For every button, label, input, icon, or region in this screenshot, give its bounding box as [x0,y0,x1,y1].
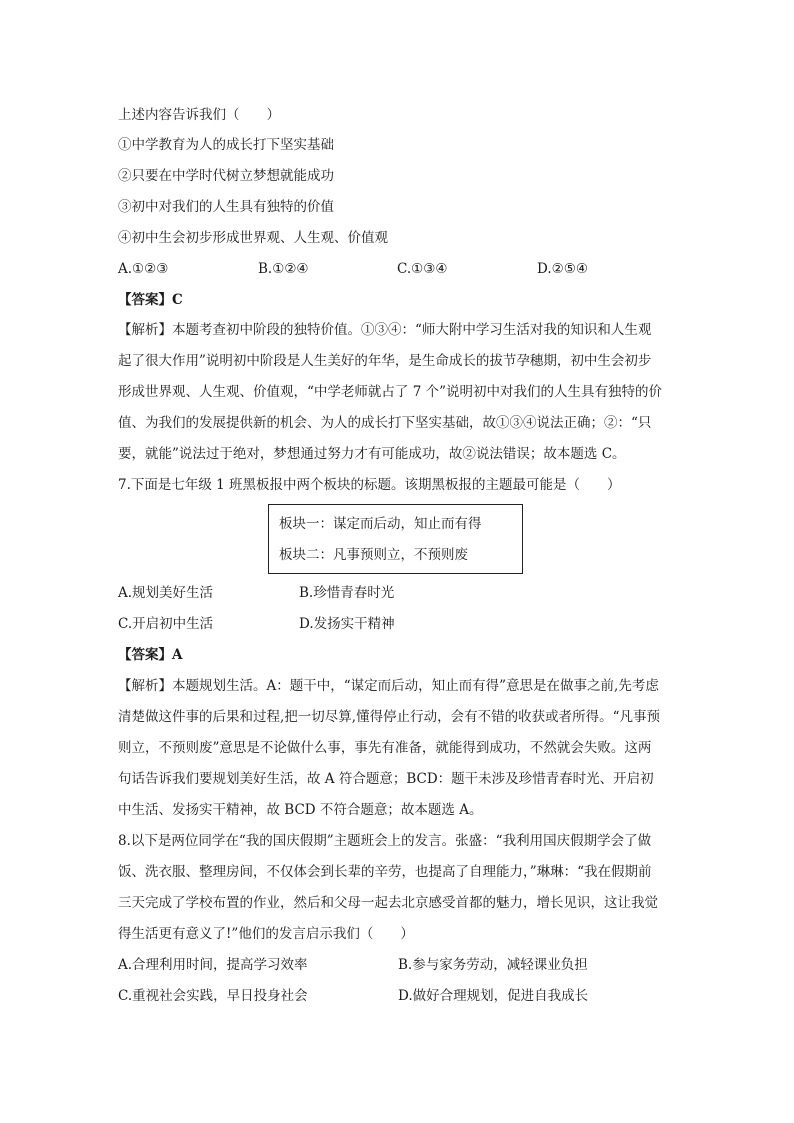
q7-option-c: C.开启初中生活 [118,616,214,632]
q7-stem: 7.下面是七年级 1 班黑板报中两个板块的标题。该期黑板报的主题最可能是（ ） [118,477,621,493]
q7-analysis-line-5: 中生活、发扬实干精神，故 BCD 不符合题意；故本题选 A。 [118,802,483,818]
q7-option-b: B.珍惜青春时光 [299,585,395,601]
q7-option-a: A.规划美好生活 [118,585,214,601]
q6-analysis-line-5: 要，就能”说法过于绝对，梦想通过努力才有可能成功，故②说法错误；故本题选 C。 [118,446,626,462]
q6-item-4: ④初中生会初步形成世界观、人生观、价值观 [118,230,388,246]
q8-stem-line-4: 得生活更有意义了!”他们的发言启示我们（ ） [118,926,414,942]
q7-analysis-line-1: 【解析】本题规划生活。A：题干中，“谋定而后动，知止而有得”意思是在做事之前,先考虑 [118,678,659,694]
q6-item-1: ①中学教育为人的成长打下坚实基础 [118,137,334,153]
q6-analysis-line-4: 值、为我们的发展提供新的机会、为人的成长打下坚实基础，故①③④说法正确；②：“只 [118,415,652,431]
q6-analysis-line-2: 起了很大作用”说明初中阶段是人生美好的年华，是生命成长的拔节孕穗期，初中生会初步 [118,353,652,369]
q6-item-2: ②只要在中学时代树立梦想就能成功 [118,168,334,184]
q8-stem-line-1: 8.以下是两位同学在“我的国庆假期”主题班会上的发言。张盛：“我利用国庆假期学会了做 [118,833,652,849]
q7-answer: 【答案】A [118,647,183,663]
q6-stem: 上述内容告诉我们（ ） [118,107,280,123]
q7-box-line-2: 板块二：凡事预则立，不预则废 [279,547,468,563]
q8-option-c: C.重视社会实践，早日投身社会 [118,988,308,1004]
q6-option-a: A.①②③ [118,261,169,277]
q6-option-d: D.②⑤④ [537,261,588,277]
q7-title-box [268,504,523,574]
q6-item-3: ③初中对我们的人生具有独特的价值 [118,199,334,215]
q8-stem-line-3: 三天完成了学校布置的作业，然后和父母一起去北京感受首都的魅力，增长见识，这让我觉 [118,895,658,911]
q8-option-b: B.参与家务劳动，减轻课业负担 [398,957,588,973]
q7-analysis-line-4: 句话告诉我们要规划美好生活，故 A 符合题意；BCD：题干未涉及珍惜青春时光、开启初 [118,771,654,787]
q7-option-d: D.发扬实干精神 [299,616,395,632]
q6-analysis-line-1: 【解析】本题考查初中阶段的独特价值。①③④：“师大附中学习生活对我的知识和人生观 [118,322,652,338]
q6-analysis-line-3: 形成世界观、人生观、价值观，“中学老师就占了 7 个”说明初中对我们的人生具有独特的价 [118,384,662,400]
q7-analysis-line-2: 清楚做这件事的后果和过程,把一切尽算,懂得停止行动，会有不错的收获或者所得。“凡事预 [118,709,660,725]
q7-analysis-line-3: 则立，不预则废”意思是不论做什么事，事先有准备，就能得到成功，不然就会失败。这两 [118,740,652,756]
q6-option-c: C.①③④ [397,261,448,277]
q7-box-line-1: 板块一：谋定而后动，知止而有得 [279,516,482,532]
q6-answer: 【答案】C [118,292,183,308]
q8-option-a: A.合理利用时间，提高学习效率 [118,957,308,973]
q6-option-b: B.①②④ [258,261,309,277]
q8-stem-line-2: 饭、洗衣服、整理房间，不仅体会到长辈的辛劳，也提高了自理能力，”琳琳：“我在假期前 [118,864,652,880]
q8-option-d: D.做好合理规划，促进自我成长 [398,988,589,1004]
